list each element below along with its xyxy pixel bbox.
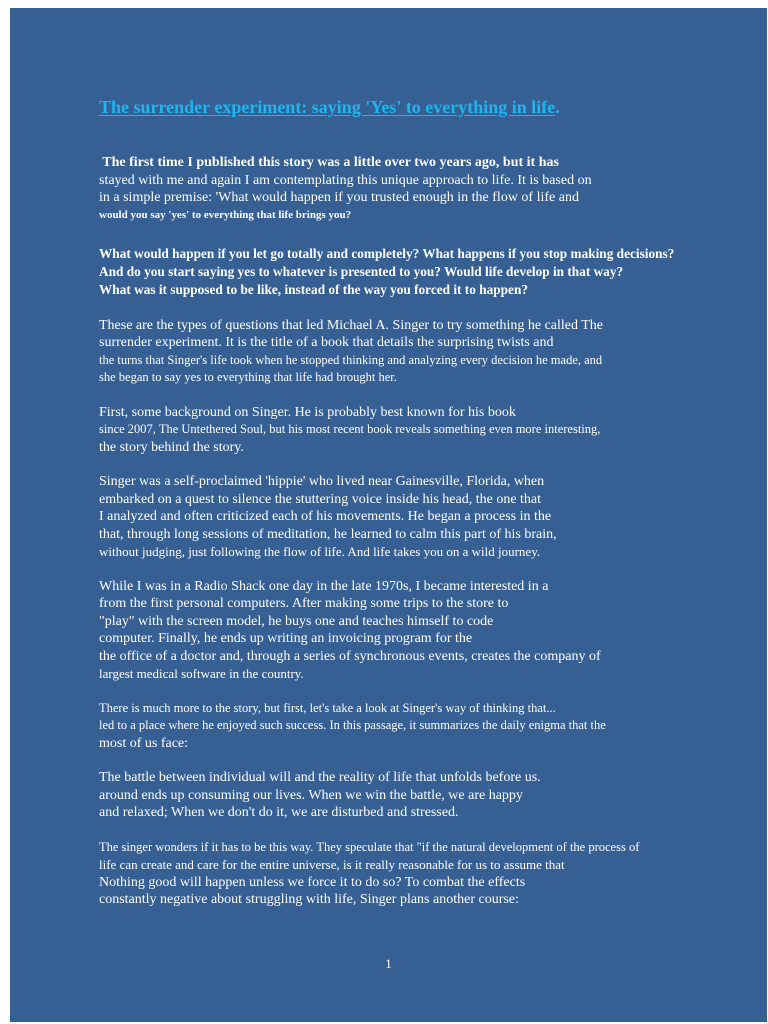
paragraph-battle xyxy=(99,769,739,822)
text-line: What would happen if you let go totally and completely? What happens if you stop making decisions? xyxy=(99,246,675,261)
text-line: stayed with me and again I am contemplating this unique approach to life. It is based on xyxy=(99,172,592,188)
page-number: 1 xyxy=(385,956,392,971)
text-line: These are the types of questions that led Michael A. Singer to try something he called The xyxy=(99,317,603,333)
text-line: There is much more to the story, but first, let's take a look at Singer's way of thinking that... xyxy=(99,700,556,715)
paragraph-way-of-thinking xyxy=(99,700,739,753)
paragraph-experiment xyxy=(99,317,739,387)
text-line: And do you start saying yes to whatever is presented to you? Would life develop in that way? xyxy=(99,264,624,280)
text-line: What was it supposed to be like, instead of the way you forced it to happen? xyxy=(99,282,528,298)
paragraph-hippie xyxy=(99,473,739,561)
text-line: embarked on a quest to silence the stuttering voice inside his head, the one that xyxy=(99,491,542,507)
text-line: most of us face: xyxy=(99,735,189,751)
text-line: life can create and care for the entire universe, is it really reasonable for us to assume that xyxy=(99,857,565,873)
paragraph-radio-shack xyxy=(99,578,739,683)
paragraph-singer-wonders xyxy=(99,839,739,909)
text-line: the turns that Singer's life took when he stopped thinking and analyzing every decision he made, and xyxy=(99,352,603,367)
text-line: First, some background on Singer. He is probably best known for his book xyxy=(99,404,516,420)
text-line: since 2007, The Untethered Soul, but his most recent book reveals something even more interesting, xyxy=(99,422,601,437)
text-line: the office of a doctor and, through a series of synchronous events, creates the company of xyxy=(99,648,601,664)
text-line: from the first personal computers. After making some trips to the store to xyxy=(99,596,509,612)
text-line: led to a place where he enjoyed such success. In this passage, it summarizes the daily enigma that the xyxy=(99,718,606,733)
text-line: The singer wonders if it has to be this way. They speculate that "if the natural development of the process of xyxy=(99,839,640,854)
text-line: without judging, just following the flow of life. And life takes you on a wild journey. xyxy=(99,544,541,560)
text-line: The battle between individual will and the reality of life that unfolds before us. xyxy=(99,770,541,786)
text-line: constantly negative about struggling with life, Singer plans another course: xyxy=(99,892,519,908)
text-line: would you say 'yes' to everything that life brings you? xyxy=(99,208,352,221)
text-line: Singer was a self-proclaimed 'hippie' who lived near Gainesville, Florida, when xyxy=(99,474,545,490)
text-line: she began to say yes to everything that life had brought her. xyxy=(99,370,397,385)
text-line: "play" with the screen model, he buys one and teaches himself to code xyxy=(99,613,494,629)
text-line: and relaxed; When we don't do it, we are disturbed and stressed. xyxy=(99,805,459,821)
text-line: that, through long sessions of meditation, he learned to calm this part of his brain, xyxy=(99,526,557,542)
text-line: largest medical software in the country. xyxy=(99,666,304,682)
paragraph-intro xyxy=(99,154,739,224)
title-link[interactable]: The surrender experiment: saying 'Yes' to everything in life xyxy=(99,97,556,117)
text-line: Nothing good will happen unless we force it to do so? To combat the effects xyxy=(99,874,526,890)
document-page xyxy=(10,8,767,1022)
document-title xyxy=(99,96,560,118)
text-line: surrender experiment. It is the title of a book that details the surprising twists and xyxy=(99,335,554,351)
title-period: . xyxy=(555,97,560,117)
text-line: around ends up consuming our lives. When we win the battle, we are happy xyxy=(99,787,523,803)
paragraph-questions xyxy=(99,245,739,300)
text-line: in a simple premise: 'What would happen if you trusted enough in the flow of life and xyxy=(99,190,579,205)
text-line: the story behind the story. xyxy=(99,439,244,455)
paragraph-background xyxy=(99,404,739,457)
text-line: The first time I published this story was a little over two years ago, but it has xyxy=(99,155,559,170)
text-line: I analyzed and often criticized each of his movements. He began a process in the xyxy=(99,509,552,525)
text-line: While I was in a Radio Shack one day in the late 1970s, I became interested in a xyxy=(99,578,549,594)
document-body xyxy=(99,154,739,923)
text-line: computer. Finally, he ends up writing an invoicing program for the xyxy=(99,631,473,647)
